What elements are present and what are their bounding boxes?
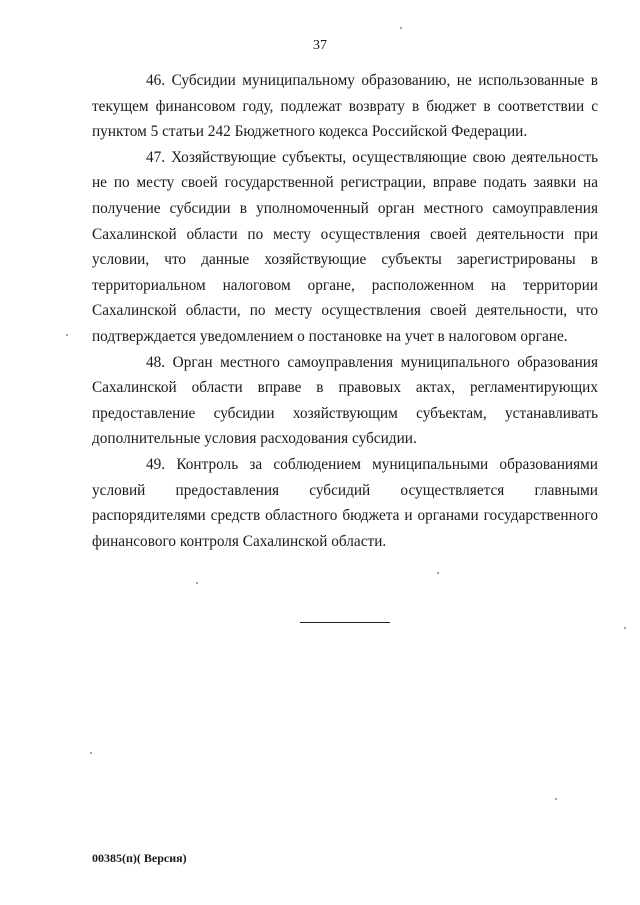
scan-speck [66, 334, 68, 336]
scan-speck [437, 572, 439, 574]
scan-speck [196, 582, 198, 584]
end-divider-line [300, 622, 390, 623]
page-number: 37 [313, 38, 327, 53]
scan-speck [400, 27, 402, 29]
scan-speck [555, 798, 557, 800]
document-body [92, 68, 598, 554]
scan-speck [624, 627, 626, 629]
paragraph-48: 48. Орган местного самоуправления муниципального образования Сахалинской области вправе в правовых актах, регламентирующих предоставление субсидии хозяйствующим субъектам, устанавливать дополнительные условия расходования субсидии. [92, 353, 598, 448]
paragraph-46: 46. Субсидии муниципальному образованию, не использованные в текущем финансовом году, подлежат возврату в бюджет в соответствии с пунктом 5 статьи 242 Бюджетного кодекса Российской Федерации. [92, 72, 598, 141]
scan-speck [90, 752, 92, 754]
paragraph-47: 47. Хозяйствующие субъекты, осуществляющие свою деятельность не по месту своей государственной регистрации, вправе подать заявки на получение субсидии в уполномоченный орган местного самоуправления Сахалинской области по месту осуществления своей деятельности при условии, что данные хозяйствующие субъекты зарегистрированы в территориальном налоговом органе, расположенном на территории Сахалинской области, по месту осуществления своей деятельности, что подтверждается уведомлением о постановке на учет в налоговом органе. [92, 148, 598, 345]
document-code: 00385(п)( Версия) [92, 851, 187, 865]
paragraph-49: 49. Контроль за соблюдением муниципальными образованиями условий предоставления субсидий осуществляется главными распорядителями средств областного бюджета и органами государственного финансового контроля Сахалинской области. [92, 455, 598, 550]
